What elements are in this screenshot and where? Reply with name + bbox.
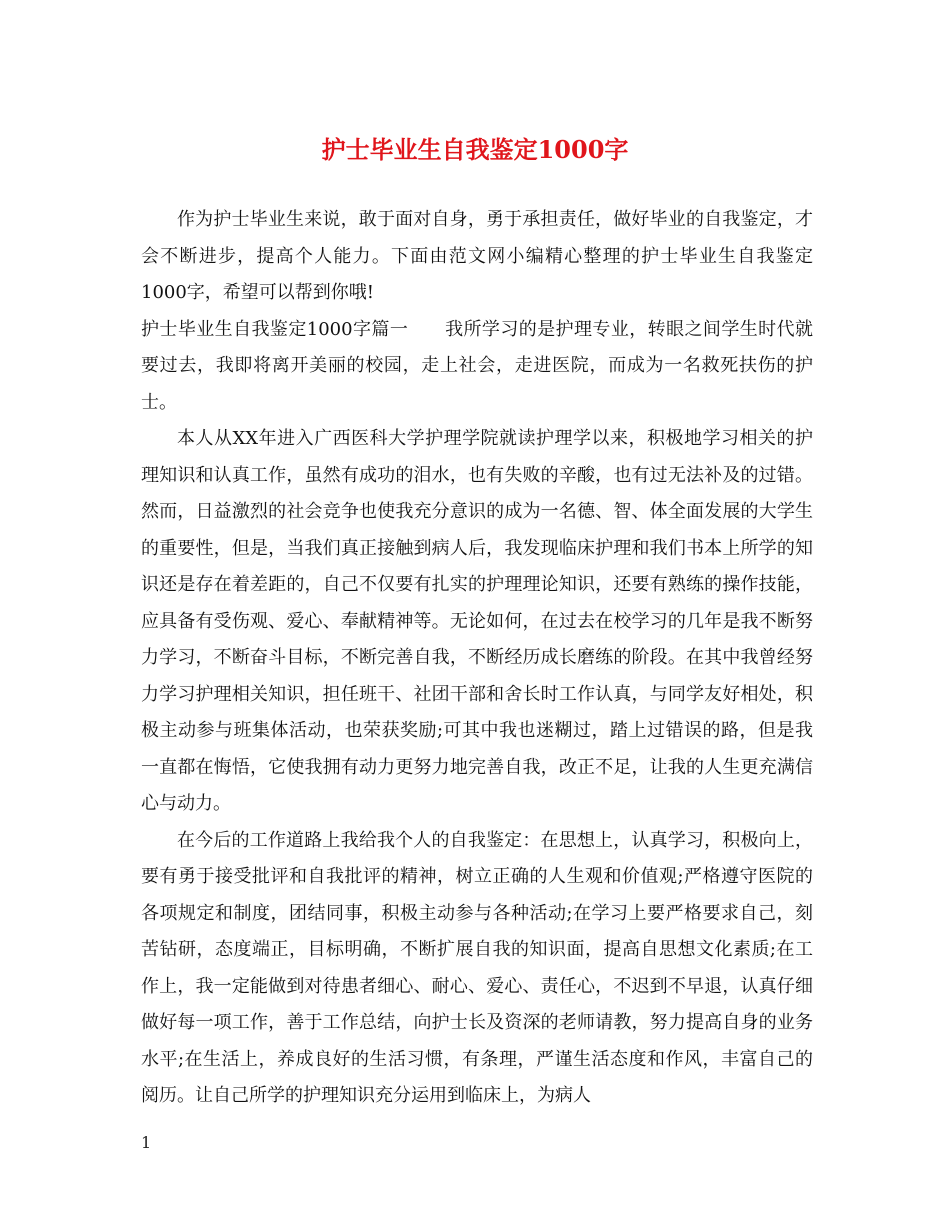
document-title: 护士毕业生自我鉴定1000字: [321, 135, 629, 164]
document-body: [141, 202, 813, 1115]
paragraph-experience: 本人从XX年进入广西医科大学护理学院就读护理学以来，积极地学习相关的护理知识和认真工作，虽然有成功的泪水，也有失败的辛酸，也有过无法补及的过错。然而，日益激烈的社会竞争也使我充分意识的成为一名德、智、体全面发展的大学生的重要性，但是，当我们真正接触到病人后，我发现临床护理和我们书本上所学的知识还是存在着差距的，自己不仅要有扎实的护理理论知识，还要有熟练的操作技能，应具备有受伤观、爱心、奉献精神等。无论如何，在过去在校学习的几年是我不断努力学习，不断奋斗目标，不断完善自我，不断经历成长磨练的阶段。在其中我曾经努力学习护理相关知识，担任班干、社团干部和舍长时工作认真，与同学友好相处，积极主动参与班集体活动，也荣获奖励;可其中我也迷糊过，踏上过错误的路，但是我一直都在悔悟，它使我拥有动力更努力地完善自我，改正不足，让我的人生更充满信心与动力。: [141, 428, 813, 814]
page-number: 1: [141, 1133, 152, 1152]
paragraph-intro: 作为护士毕业生来说，敢于面对自身，勇于承担责任，做好毕业的自我鉴定，才会不断进步，提高个人能力。下面由范文网小编精心整理的护士毕业生自我鉴定1000字，希望可以帮到你哦!: [141, 209, 813, 303]
paragraph-section-one-heading: 护士毕业生自我鉴定1000字篇一 我所学习的是护理专业，转眼之间学生时代就要过去，我即将离开美丽的校园，走上社会，走进医院，而成为一名救死扶伤的护士。: [141, 318, 813, 413]
paragraph-future-plan: 在今后的工作道路上我给我个人的自我鉴定：在思想上，认真学习，积极向上，要有勇于接受批评和自我批评的精神，树立正确的人生观和价值观;严格遵守医院的各项规定和制度，团结同事，积极主动参与各种活动;在学习上要严格要求自己，刻苦钻研，态度端正，目标明确，不断扩展自我的知识面，提高自思想文化素质;在工作上，我一定能做到对待患者细心、耐心、爱心、责任心，不迟到不早退，认真仔细做好每一项工作，善于工作总结，向护士长及资深的老师请教，努力提高自身的业务水平;在生活上，养成良好的生活习惯，有条理，严谨生活态度和作风，丰富自己的阅历。让自己所学的护理知识充分运用到临床上，为病人: [141, 829, 813, 1106]
